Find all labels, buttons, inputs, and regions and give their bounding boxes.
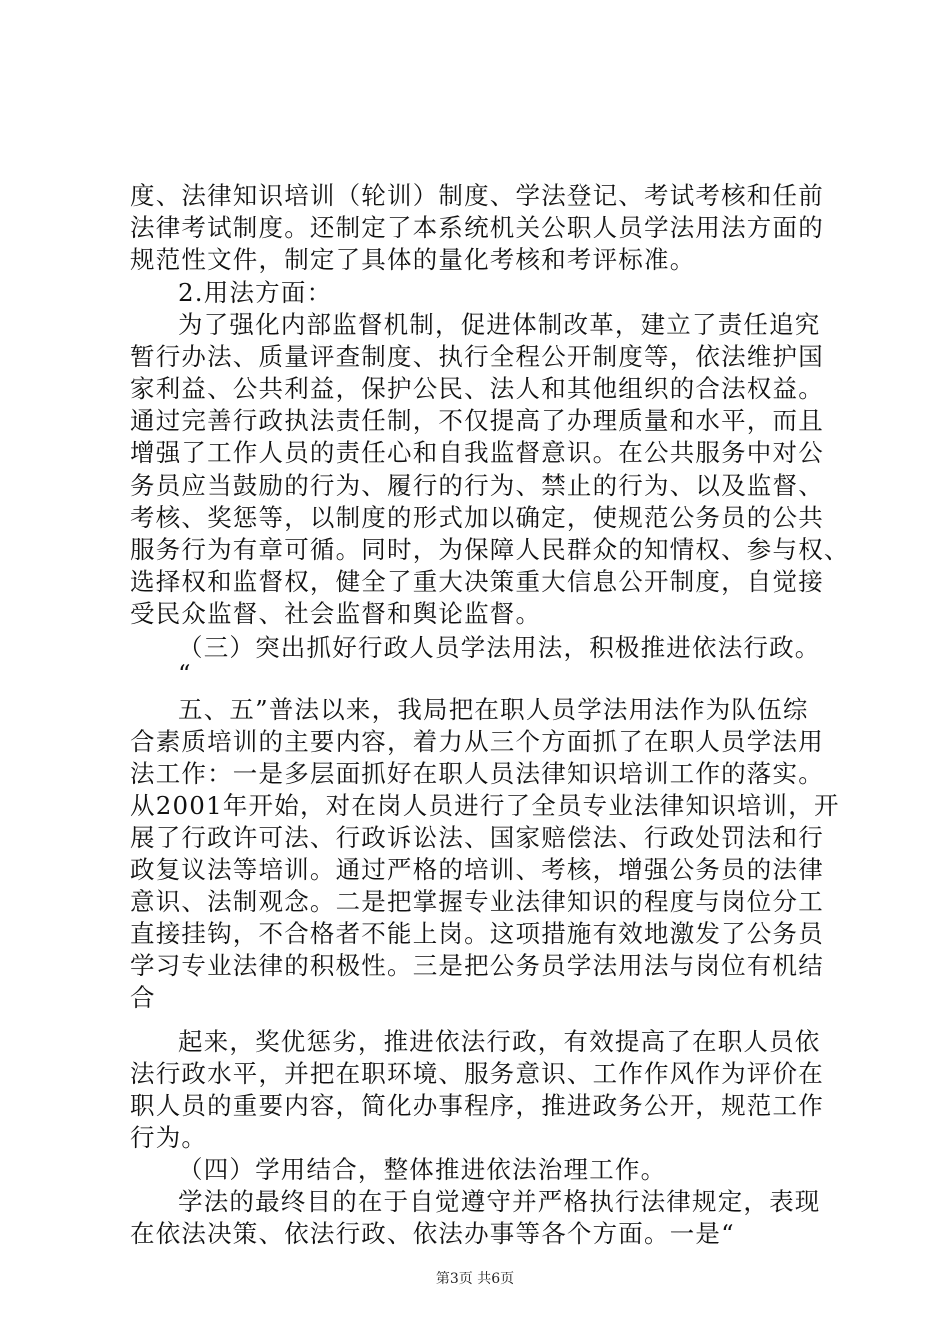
body-text-line: 学法的最终目的在于自觉遵守并严格执行法律规定，表现 xyxy=(178,1187,821,1216)
quote-mark: “ xyxy=(178,659,192,688)
body-text-line: 增强了工作人员的责任心和自我监督意识。在公共服务中对公 xyxy=(130,438,824,467)
body-text-line: 直接挂钩，不合格者不能上岗。这项措施有效地激发了公务员 xyxy=(130,919,824,948)
body-text-line: 起来，奖优惩劣，推进依法行政，有效提高了在职人员依 xyxy=(178,1027,821,1056)
body-text-line: 行为。 xyxy=(130,1123,208,1152)
body-text-line: 务员应当鼓励的行为、履行的行为、禁止的行为、以及监督、 xyxy=(130,471,824,500)
body-text-line: 合 xyxy=(130,983,156,1012)
body-text-line: 法行政水平，并把在职环境、服务意识、工作作风作为评价在 xyxy=(130,1059,824,1088)
body-text-line: 为了强化内部监督机制，促进体制改革，建立了责任追究 xyxy=(178,310,821,339)
section-heading: （四）学用结合，整体推进依法治理工作。 xyxy=(178,1155,667,1184)
body-text-line: 政复议法等培训。通过严格的培训、考核，增强公务员的法律 xyxy=(130,855,824,884)
body-text-line: 职人员的重要内容，简化办事程序，推进政务公开，规范工作 xyxy=(130,1091,824,1120)
body-text-line: 服务行为有章可循。同时，为保障人民群众的知情权、参与权、 xyxy=(130,535,850,564)
body-text-line: 意识、法制观念。二是把掌握专业法律知识的程度与岗位分工 xyxy=(130,887,824,916)
body-text-line: 家利益、公共利益，保护公民、法人和其他组织的合法权益。 xyxy=(130,374,824,403)
section-heading: 2.用法方面： xyxy=(178,278,333,307)
section-heading: （三）突出抓好行政人员学法用法，积极推进依法行政。 xyxy=(178,633,821,662)
body-text-line: 暂行办法、质量评查制度、执行全程公开制度等，依法维护国 xyxy=(130,342,824,371)
body-text-line: 在依法决策、依法行政、依法办事等各个方面。一是“ xyxy=(130,1219,735,1248)
body-text-line: 通过完善行政执法责任制，不仅提高了办理质量和水平，而且 xyxy=(130,406,824,435)
body-text-line: 法律考试制度。还制定了本系统机关公职人员学法用法方面的 xyxy=(130,213,824,242)
body-text-line: 学习专业法律的积极性。三是把公务员学法用法与岗位有机结 xyxy=(130,951,824,980)
body-text-line: 考核、奖惩等，以制度的形式加以确定，使规范公务员的公共 xyxy=(130,503,824,532)
body-text-line: 度、法律知识培训（轮训）制度、学法登记、考试考核和任前 xyxy=(130,181,824,210)
body-text-line: 法工作：一是多层面抓好在职人员法律知识培训工作的落实。 xyxy=(130,759,824,788)
body-text-line: 规范性文件，制定了具体的量化考核和考评标准。 xyxy=(130,245,696,274)
body-text-line: 合素质培训的主要内容，着力从三个方面抓了在职人员学法用 xyxy=(130,727,824,756)
body-text-line: 展了行政许可法、行政诉讼法、国家赔偿法、行政处罚法和行 xyxy=(130,823,824,852)
page-number-footer: 第3页 共6页 xyxy=(435,1271,515,1287)
body-text-line: 从2001年开始，对在岗人员进行了全员专业法律知识培训，开 xyxy=(130,791,840,820)
body-text-line: 选择权和监督权，健全了重大决策重大信息公开制度，自觉接 xyxy=(130,567,824,596)
body-text-line: 五、五”普法以来，我局把在职人员学法用法作为队伍综 xyxy=(178,695,809,724)
body-text-line: 受民众监督、社会监督和舆论监督。 xyxy=(130,599,542,628)
